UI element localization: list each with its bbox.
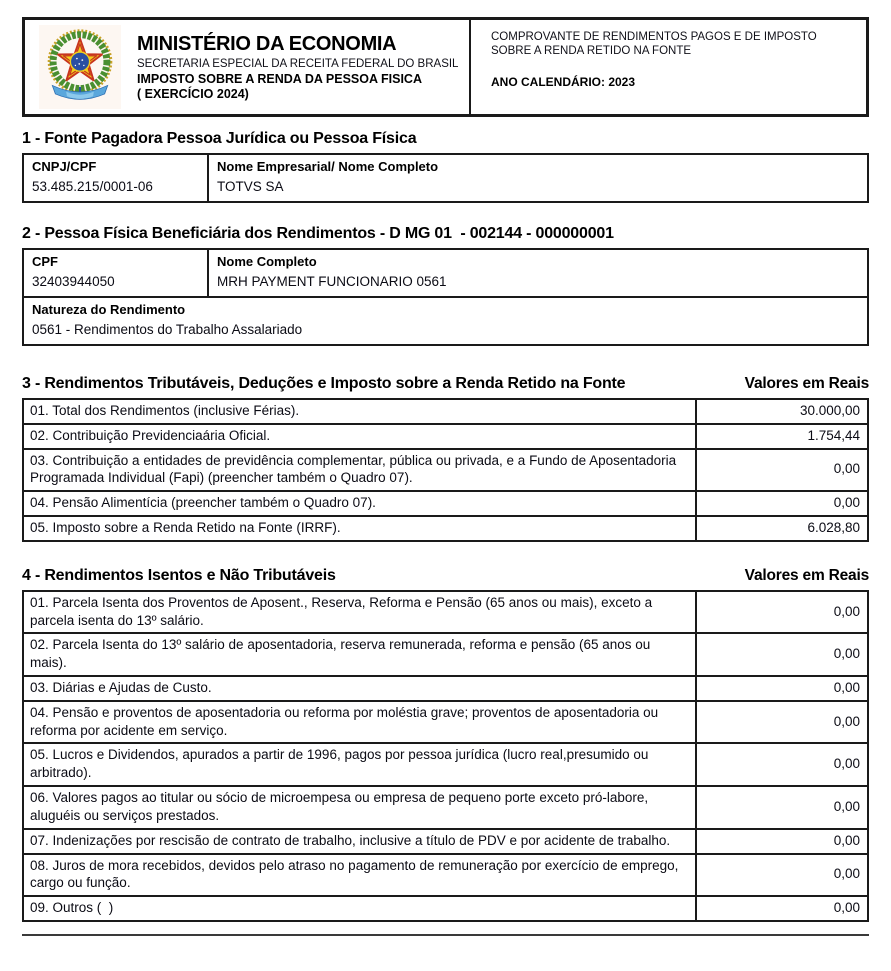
exercise-year: ( EXERCÍCIO 2024): [137, 86, 249, 101]
table-row: [23, 491, 868, 516]
person-name-value: MRH PAYMENT FUNCIONARIO 0561: [217, 274, 447, 290]
income-nature-label: Natureza do Rendimento: [32, 301, 186, 317]
section4-title: 4 - Rendimentos Isentos e Não Tributáveis: [22, 566, 336, 584]
amount-row-label: 03. Diárias e Ajudas de Custo.: [23, 676, 696, 701]
brazil-coat-of-arms-logo: [39, 25, 121, 109]
table-row: [23, 297, 868, 345]
calendar-year: ANO CALENDÁRIO: 2023: [491, 74, 636, 89]
amount-row-label: 09. Outros ( ): [23, 896, 696, 921]
cpf-value: 32403944050: [32, 274, 115, 290]
cnpj-cell: [23, 154, 208, 202]
amount-row-value: 0,00: [696, 743, 868, 786]
amount-row-label: 08. Juros de mora recebidos, devidos pelo atraso no pagamento de remuneração por exercício de emprego, cargo ou função.: [23, 854, 696, 897]
table-row: [23, 854, 868, 897]
person-name-label: Nome Completo: [217, 253, 317, 269]
table-row: [23, 249, 868, 297]
cpf-cell: [23, 249, 208, 297]
table-row: [23, 591, 868, 634]
header-issuer-block: [25, 20, 469, 114]
section4-table: [22, 590, 869, 922]
amount-row-value: 0,00: [696, 449, 868, 492]
amount-row-value: 30.000,00: [696, 399, 868, 424]
section1-table: [22, 153, 869, 203]
ministry-title: MINISTÉRIO DA ECONOMIA: [137, 33, 397, 56]
table-row: [23, 701, 868, 744]
company-name-value: TOTVS SA: [217, 179, 284, 195]
secretariat-subtitle: SECRETARIA ESPECIAL DA RECEITA FEDERAL DO BRASIL: [137, 57, 459, 70]
amount-row-value: 0,00: [696, 633, 868, 676]
amount-row-value: 0,00: [696, 854, 868, 897]
amount-row-label: 04. Pensão e proventos de aposentadoria ou reforma por moléstia grave; proventos de aposentadoria ou reforma por acidente em serviço.: [23, 701, 696, 744]
section2-title: 2 - Pessoa Física Beneficiária dos Rendimentos - D MG 01 - 002144 - 000000001: [22, 224, 614, 242]
amount-row-label: 07. Indenizações por rescisão de contrato de trabalho, inclusive a título de PDV e por acidente de trabalho.: [23, 829, 696, 854]
amount-row-label: 06. Valores pagos ao titular ou sócio de microempesa ou empresa de pequeno porte exceto pró-labore, aluguéis ou serviços prestados.: [23, 786, 696, 829]
next-section-top-border: [22, 934, 869, 936]
section2-table: [22, 248, 869, 346]
table-row: [23, 786, 868, 829]
section3-values-header: Valores em Reais: [744, 374, 869, 392]
table-row: [23, 896, 868, 921]
company-name-label: Nome Empresarial/ Nome Completo: [217, 159, 439, 174]
income-nature-value: 0561 - Rendimentos do Trabalho Assalariado: [32, 322, 303, 338]
amount-row-label: 02. Parcela Isenta do 13º salário de aposentadoria, reserva remunerada, reforma e pensão (65 anos ou mais).: [23, 633, 696, 676]
table-row: [23, 633, 868, 676]
amount-row-label: 01. Total dos Rendimentos (inclusive Férias).: [23, 399, 696, 424]
section1-title: 1 - Fonte Pagadora Pessoa Jurídica ou Pessoa Física: [22, 130, 417, 147]
amount-row-value: 0,00: [696, 676, 868, 701]
brazil-coat-of-arms-icon: [41, 27, 119, 107]
table-row: [23, 154, 868, 202]
section4-title-row: [22, 567, 869, 585]
section4-values-header: Valores em Reais: [744, 566, 869, 584]
amount-row-value: 0,00: [696, 829, 868, 854]
document-header: [22, 17, 869, 117]
company-name-cell: [208, 154, 868, 202]
amount-row-value: 0,00: [696, 701, 868, 744]
header-statement-block: [469, 20, 866, 114]
amount-row-value: 0,00: [696, 786, 868, 829]
section3-table: [22, 398, 869, 542]
amount-row-label: 01. Parcela Isenta dos Proventos de Aposent., Reserva, Reforma e Pensão (65 anos ou mais), exceto a parcela isenta do 13º salário.: [23, 591, 696, 634]
amount-row-value: 0,00: [696, 591, 868, 634]
table-row: [23, 399, 868, 424]
income-nature-cell: [23, 297, 868, 345]
amount-row-value: 0,00: [696, 896, 868, 921]
statement-title: COMPROVANTE DE RENDIMENTOS PAGOS E DE IMPOSTO SOBRE A RENDA RETIDO NA FONTE: [491, 31, 817, 58]
table-row: [23, 424, 868, 449]
amount-row-label: 04. Pensão Alimentícia (preencher também o Quadro 07).: [23, 491, 696, 516]
section2-title-row: [22, 225, 869, 243]
amount-row-value: 1.754,44: [696, 424, 868, 449]
table-row: [23, 449, 868, 492]
table-row: [23, 743, 868, 786]
amount-row-value: 6.028,80: [696, 516, 868, 541]
section3-title: 3 - Rendimentos Tributáveis, Deduções e Imposto sobre a Renda Retido na Fonte: [22, 374, 626, 392]
amount-row-label: 02. Contribuição Previdenciaária Oficial.: [23, 424, 696, 449]
person-name-cell: [208, 249, 868, 297]
cnpj-label: CNPJ/CPF: [32, 159, 97, 174]
table-row: [23, 676, 868, 701]
section3-title-row: [22, 375, 869, 393]
cnpj-value: 53.485.215/0001-06: [32, 179, 153, 195]
table-row: [23, 516, 868, 541]
table-row: [23, 829, 868, 854]
tax-form-title: IMPOSTO SOBRE A RENDA DA PESSOA FISICA: [137, 71, 422, 86]
amount-row-label: 05. Imposto sobre a Renda Retido na Fonte (IRRF).: [23, 516, 696, 541]
amount-row-value: 0,00: [696, 491, 868, 516]
tax-statement-document: [22, 17, 869, 936]
section1-title-row: [22, 130, 869, 148]
cpf-label: CPF: [32, 253, 58, 269]
header-issuer-text: [121, 33, 458, 100]
amount-row-label: 03. Contribuição a entidades de previdência complementar, pública ou privada, e a Fundo de Aposentadoria Programada Individual (Fapi) (preencher também o Quadro 07).: [23, 449, 696, 492]
amount-row-label: 05. Lucros e Dividendos, apurados a partir de 1996, pagos por pessoa jurídica (lucro real,presumido ou arbitrado).: [23, 743, 696, 786]
